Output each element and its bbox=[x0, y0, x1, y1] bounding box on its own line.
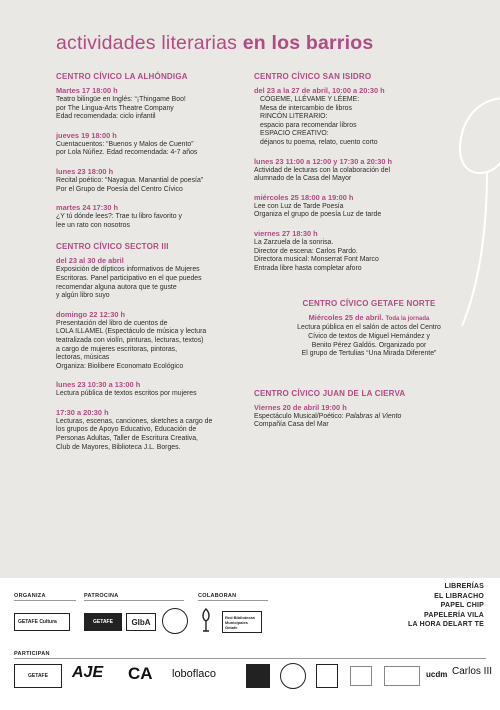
divider bbox=[84, 600, 184, 601]
center-heading: CENTRO CÍVICO LA ALHÓNDIGA bbox=[56, 72, 188, 81]
participant-getafe-logo: GETAFE bbox=[14, 664, 62, 688]
getafe-logo: GETAFE bbox=[84, 613, 122, 631]
event-line: Por el Grupo de Poesía del Centro Cívico bbox=[56, 185, 183, 193]
giba-logo: GIbA bbox=[126, 613, 156, 631]
bookshop-item: PAPEL CHIP bbox=[440, 602, 484, 610]
event-line bbox=[254, 413, 484, 422]
event-line: Club de Mayores, Biblioteca J.L. Borges. bbox=[56, 443, 181, 451]
center-alhondiga bbox=[56, 72, 250, 230]
event-line: Teatro bilingüe en Inglés: “¡Thingame Boo! bbox=[56, 96, 186, 103]
event-line: La Zarzuela de la sonrisa. bbox=[254, 238, 334, 246]
event-line: Cívico de textos de Miguel Hernández y bbox=[308, 332, 430, 340]
event-line: Cuentacuentos: “Buenos y Malos de Cuento” bbox=[56, 140, 194, 148]
divider bbox=[14, 658, 486, 659]
event-line: Lee con Luz de Tarde Poesía bbox=[254, 202, 344, 210]
event-date: jueves 19 18:00 h bbox=[56, 130, 117, 140]
event-line: Benito Pérez Galdós. Organizado por bbox=[311, 341, 427, 349]
event-line: ESPACIO CREATIVO: bbox=[260, 130, 329, 138]
event-date: martes 24 17:30 h bbox=[56, 203, 119, 213]
institution-logo-2 bbox=[384, 666, 420, 686]
event-line: CÓGEME, LLÉVAME Y LÉEME: bbox=[260, 96, 360, 103]
getafe-cultura-logo bbox=[14, 613, 70, 631]
event-line: LOLA ILLAMEL (Espectáculo de música y lectura bbox=[56, 328, 207, 336]
event-date: miércoles 25 18:00 a 19:00 h bbox=[254, 192, 354, 202]
event bbox=[254, 229, 484, 273]
page-title: actividades literarias en los barrios bbox=[56, 32, 374, 54]
red-bibliotecas-logo: Red Bibliotecas Municipales Getafe bbox=[222, 611, 262, 633]
event-line: Escritoras. Panel participativo en el que puedes bbox=[56, 274, 202, 282]
divider bbox=[198, 600, 268, 601]
bookshop-heading: LIBRERÍAS bbox=[444, 583, 484, 590]
center-sector-iii bbox=[56, 242, 250, 452]
event-date: viernes 27 18:30 h bbox=[254, 228, 318, 238]
event-line: teatralizada con violín, pinturas, lecturas, textos) bbox=[56, 336, 204, 344]
organiza-label: ORGANIZA bbox=[14, 593, 46, 599]
frame-logo bbox=[316, 664, 338, 688]
center-getafe-norte bbox=[254, 299, 484, 358]
event-date: lunes 23 18:00 h bbox=[56, 166, 114, 176]
event-date: del 23 al 30 de abril bbox=[56, 256, 124, 266]
event-line: Director de escena: Carlos Pardo. bbox=[254, 247, 358, 255]
event-line: espacio para recomendar libros bbox=[260, 121, 357, 129]
logo-text: GETAFE bbox=[18, 619, 38, 625]
event-text: Espectáculo Musical/Poético: bbox=[254, 412, 346, 420]
event-line: alumnado de la Casa del Mayor bbox=[254, 175, 352, 183]
event-date: lunes 23 10:30 a 13:00 h bbox=[56, 380, 141, 390]
center-heading: CENTRO CÍVICO SAN ISIDRO bbox=[254, 72, 372, 81]
event-line: a cargo de mujeres escritoras, pintoras, bbox=[56, 345, 178, 353]
event bbox=[56, 380, 250, 399]
center-heading: CENTRO CÍVICO JUAN DE LA CIERVA bbox=[254, 388, 406, 398]
event-line: Organiza el grupo de poesía Luz de tarde bbox=[254, 211, 382, 219]
event-line: por The Lingua-Arts Theatre Company bbox=[56, 104, 174, 112]
aje-logo: AJE bbox=[72, 664, 104, 681]
emblem-icon bbox=[199, 607, 213, 633]
event-date: domingo 22 12:30 h bbox=[56, 309, 125, 319]
emblem-logo bbox=[198, 606, 214, 634]
event-line: los grupos de Apoyo Educativo, Educación de bbox=[56, 426, 197, 434]
participan-label: PARTICIPAN bbox=[14, 651, 50, 657]
event bbox=[254, 157, 484, 184]
event-line: lectoras, músicas bbox=[56, 354, 110, 362]
event-date: 17:30 a 20:30 h bbox=[56, 407, 109, 417]
event-line: Personas Adultas, Taller de Escritura Creativa, bbox=[56, 435, 198, 443]
center-heading: CENTRO CÍVICO GETAFE NORTE bbox=[302, 299, 436, 309]
event-line: y algún libro suyo bbox=[56, 292, 110, 300]
event-date-text: Miércoles 25 de abril. bbox=[308, 313, 384, 323]
bookshop-item: EL LIBRACHO bbox=[434, 592, 484, 600]
event-line: déjanos tu poema, relato, cuento corto bbox=[260, 138, 378, 146]
event-line: Organiza: Biolibere Economato Ecológico bbox=[56, 362, 184, 370]
event-line: Actividad de lecturas con la colaboración del bbox=[254, 166, 390, 174]
event-line: Edad recomendada: ciclo infantil bbox=[56, 113, 156, 121]
logo-text: Cultura bbox=[39, 619, 57, 625]
center-san-isidro bbox=[254, 72, 484, 273]
event-line: RINCÓN LITERARIO: bbox=[260, 113, 328, 121]
event bbox=[56, 256, 250, 300]
event-line: por Lola Núñez. Edad recomendada: 4-7 años bbox=[56, 149, 198, 157]
event bbox=[56, 408, 250, 452]
event-date: Viernes 20 de abril 19:00 h bbox=[254, 402, 347, 412]
event-line: Recital poético: “Nayagua. Manantial de poesía” bbox=[56, 176, 204, 184]
right-column bbox=[254, 72, 484, 442]
event bbox=[56, 203, 250, 230]
seal-logo bbox=[162, 608, 188, 634]
event bbox=[254, 193, 484, 220]
event-line: Lecturas, escenas, canciones, sketches a cargo de bbox=[56, 417, 213, 425]
event-line: lee un rato con nosotros bbox=[56, 221, 130, 229]
event bbox=[254, 86, 484, 148]
footer-sponsors bbox=[0, 578, 500, 710]
bookshop-item: LA HORA DELART TE bbox=[408, 621, 484, 629]
event-line: El grupo de Tertulias “Una Mirada Diferente” bbox=[301, 350, 437, 358]
event-line: Entrada libre hasta completar aforo bbox=[254, 264, 362, 272]
event bbox=[56, 310, 250, 372]
ca-logo: CA bbox=[128, 664, 153, 683]
event-date: lunes 23 11:00 a 12:00 y 17:30 a 20:30 h bbox=[254, 156, 393, 166]
center-heading: CENTRO CÍVICO SECTOR III bbox=[56, 242, 169, 252]
colaboran-label: COLABORAN bbox=[198, 593, 237, 599]
bookshops-list bbox=[408, 582, 484, 630]
bookshop-item: PAPELERÍA VILA bbox=[424, 611, 484, 619]
institution-logo-1 bbox=[350, 666, 372, 686]
event-line: Directora musical: Monserrat Font Marco bbox=[254, 256, 379, 264]
event-line: ¿Y tú dónde lees?: Trae tu libro favorito y bbox=[56, 213, 182, 221]
square-logo bbox=[246, 664, 270, 688]
event-date: Martes 17 18:00 h bbox=[56, 86, 118, 95]
round-badge-logo bbox=[280, 663, 306, 689]
loboflaco-logo: loboflaco bbox=[172, 668, 217, 680]
event-line: Exposición de dípticos informativos de Mujeres bbox=[56, 266, 200, 274]
event-date: del 23 a la 27 de abril, 10:00 a 20:30 h bbox=[254, 86, 385, 95]
event-line: Lectura pública de textos escritos por mujeres bbox=[56, 390, 197, 398]
divider bbox=[14, 600, 76, 601]
event-line: recomendar alguna autora que te guste bbox=[56, 283, 177, 291]
event bbox=[56, 86, 250, 122]
event-date bbox=[254, 313, 484, 324]
event-line: Compañía Casa del Mar bbox=[254, 421, 329, 429]
ucdm-logo: ucdm bbox=[426, 670, 448, 679]
event bbox=[56, 131, 250, 158]
event-line: Mesa de intercambio de libros bbox=[260, 104, 352, 112]
event-line: Presentación del libro de cuentos de bbox=[56, 319, 168, 327]
left-column bbox=[56, 72, 250, 464]
event-note: Toda la jornada bbox=[385, 316, 430, 323]
center-juan-de-la-cierva bbox=[254, 389, 484, 430]
event-title: Palabras al Viento bbox=[345, 412, 402, 420]
event-line: Lectura pública en el salón de actos del Centro bbox=[297, 324, 441, 332]
carlos-iii-logo: Carlos III bbox=[452, 666, 493, 677]
patrocina-label: PATROCINA bbox=[84, 593, 119, 599]
event bbox=[56, 167, 250, 194]
